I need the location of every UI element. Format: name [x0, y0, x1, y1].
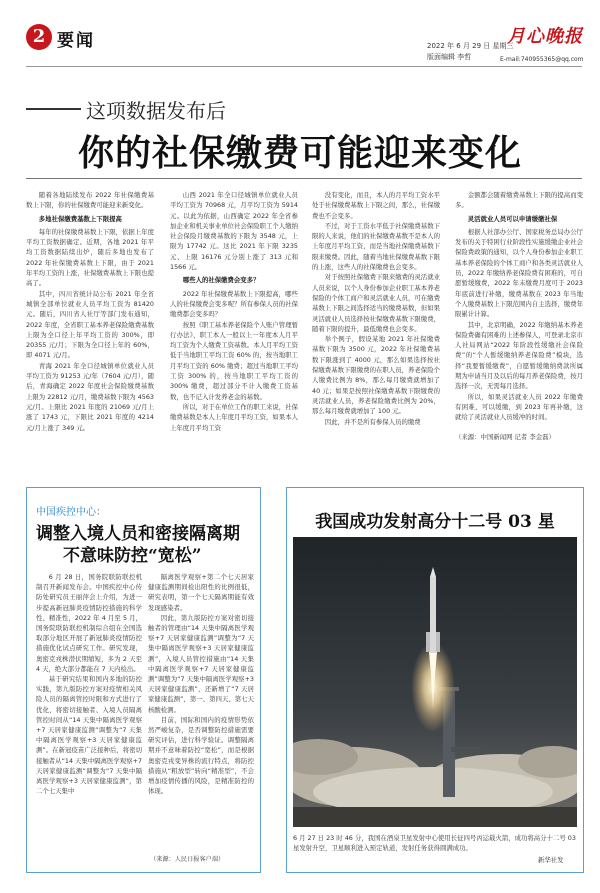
paragraph: 基于研究结果和国内多地的防控实践，第九版防控方案对疫情相关风险人员的隔离管控时限和方式进行了优化，将密切接触者、入境人员隔离管控时间从“14 天集中隔离医学观察+7 天居家健康监测”调整为“7 天集中隔离医学观察+3 天居家健康监测”。在新冠疫苗广泛接种后，将密切接触者从“14 天集中隔离医学观察+7 天居家健康监测”调整为“7 天集中隔离医学观察+3 天居家健康监测”，第二个七天集中 — [36, 675, 142, 796]
paragraph: 按照《职工基本养老保险个人账户管理暂行办法》，职工本人一般以上一年度本人月平均工资为个人缴费工资基数。本人月平均工资低于当地职工平均工资 60% 的，按当地职工月平均工资的 60% 缴费；超过当地职工平均工资 300% 的，按当地职工平均工资的 300% 缴费，超过部分不计入缴费工资基数，也不记入计发养老金的基数。 — [170, 320, 298, 401]
lead-headline: 你的社保缴费可能迎来变化 — [77, 132, 522, 174]
paragraph: 举个例子，假设某地 2021 年社保缴费基数下限为 3500 元，2022 年社保缴费基数下限涨到了 4000 元，那么如果选择按社保缴费基数下限缴费的在职人员，养老保险个人缴费比例为 8%，那么每月缴费就增加了 40 元；如果是按照社保缴费基数下限缴费的灵活就业人员，养老保险缴费比例为 20%，那么每月缴费就增加了 100 元。 — [312, 335, 440, 416]
photo-caption: 6 月 27 日 23 时 46 分，我国在酒泉卫星发射中心使用长征四号丙运载火箭，成功将高分十二号 03 星发射升空，卫星顺利进入预定轨道，发射任务获得圆满成功。 — [293, 834, 576, 852]
lead-column-1 — [26, 190, 154, 433]
subheading: 灵活就业人员可以申请缓缴社保 — [467, 214, 558, 223]
covid-column-1 — [36, 572, 142, 852]
covid-story-source: （来源：人民日报客户端） — [150, 856, 225, 863]
paragraph: 不过，对于工资水平低于社保缴费基数下限的人来说，他们的社保缴费基数不是本人的上年度月平均工资，而是当地社保缴费基数下限来缴费。因此，随着当地社保缴费基数下限的上涨，这些人的社保缴费也会变多。 — [312, 221, 440, 272]
paragraph: 因此，第九版防控方案对密切接触者的管理由“14 天集中隔离医学观察+7 天居家健康监测”调整为“7 天集中隔离医学观察+3 天居家健康监测”，入境人员管控措施由“14 天集中隔离医学观察+7 天居家健康监测”调整为“7 天集中隔离医学观察+3 天居家健康监测”，还新增了“7 天居家健康监测”，第一、第四天、第七天核酸检测。 — [148, 613, 254, 714]
covid-story-title-line1: 调整入境人员和密接隔离期 — [36, 524, 240, 544]
rocket-launch-illustration — [293, 537, 577, 827]
covid-column-2 — [148, 572, 254, 852]
paragraph: 其中，四川省统计局公布 2021 年全省城镇全部单位就业人员平均工资为 81420 元。随后，四川省人社厅等部门发布通知，2022 年度，全省职工基本养老保险缴费基数上限为全口径上年平均工资的 300%，即 20355 元/月；下限为全口径上年的 60%，即 4071 元/月。 — [26, 289, 154, 360]
subheading: 多地社保缴费基数上下限提高 — [38, 214, 122, 223]
paragraph: 隔离医学观察+第二个七天居家健康监测期间检出阳性的比例很低，研究表明，第一个七天隔离期能有效发现感染者。 — [148, 573, 254, 612]
covid-story-title-line2: 不意味防控“宽松” — [63, 546, 202, 566]
section-name: 要闻 — [57, 31, 95, 51]
paragraph: 金额都会随着缴费基数上下限的提高而变多。 — [455, 191, 583, 210]
lead-column-3 — [312, 190, 440, 427]
page-number-badge: 2 — [26, 24, 52, 50]
launch-story-title: 我国成功发射高分十二号 03 星 — [315, 512, 555, 532]
editor-line: 版面编辑 李哲 — [427, 53, 472, 61]
lead-column-2 — [170, 190, 298, 433]
paragraph: 目前，国际和国内的疫情形势依然严峻复杂，是否调整防控措施需要研究评估，进行科学验证。调整隔离期并不意味着防控“宽松”，而是根据奥密克戎变异株的流行特点，将防控措施从“粗放型”转向“精准型”，不会增加疫情传播的风险，是精准防控的体现。 — [148, 715, 254, 796]
lead-source: （来源：中国新闻网 记者 李金磊） — [455, 433, 555, 441]
paragraph: 山西 2021 年全口径城镇单位就业人员平均工资为 70968 元，月平均工资为 5914 元。以此为依据，山西确定 2022 年全省参加企业和机关事业单位社会保险职工个人缴纳社会保险月缴费基数的下限为 3548 元，上限为 17742 元。这比 2021 年下限 3235 元、上限 16176 元分别上涨了 313 元和 1566 元。 — [170, 191, 298, 272]
covid-story-tag: 中国疾控中心： — [36, 507, 106, 518]
paragraph: 所以，对于在单位工作的职工来说，社保缴费基数是本人上年度月平均工资，如果本人上年度月平均工资 — [170, 402, 298, 432]
paragraph: 每年的社保缴费基数上下限，依据上年度平均工资数据确定。近期，各地 2021 年平均工资数据陆续出炉，随后多地也发布了 2022 年社保缴费基数上下限，由于 2021 年平均工资的上涨，社保缴费基数上下限也提高了。 — [26, 227, 154, 288]
paragraph: 根据人社部办公厅、国家税务总局办公厅发布的关于特困行业阶段性实施缓缴企业社会保险费政策的通知，以个人身份参加企业职工基本养老保险的个体工商户和各类灵活就业人员，2022 年缴纳养老保险费有困难的，可自愿暂缓缴费，2022 年未缴费月度可于 2023 年底前进行补缴，缴费基数在 2023 年当地个人缴费基数上下限范围内自主选择，缴费年限累计计算。 — [455, 227, 583, 319]
paragraph: 没有变化，而且，本人的月平均工资水平处于社保缴费基数上下限之间，那么，社保缴费也不会变多。 — [312, 191, 440, 220]
issue-date: 2022 年 6 月 29 日 星期三 — [427, 42, 514, 50]
header-divider — [26, 66, 582, 67]
lead-kicker: 这项数据发布后 — [86, 99, 226, 123]
paragraph: 2022 年社保缴费基数上下限提高，哪些人的社保缴费会变多呢？所有参保人员的社保缴费都会变多吗？ — [170, 289, 298, 319]
paragraph: 6 月 28 日，国务院联防联控机制召开新闻发布会。中国疾控中心传防处研究员王丽萍会上介绍，为进一步提高新冠肺炎疫情防控措施的科学性、精准性，2022 年 4 月至 5 月，国务院联防联控机制综合组在全国选取部分地区开展了新冠肺炎疫情防控措施优化试点研究工作。研究发现，奥密克戎株潜伏期缩短，多为 2 天至 4 天，绝大部分都能在 7 天内检出。 — [36, 573, 142, 673]
contact-email: E-mail:740955365@qq.com — [500, 56, 584, 63]
paragraph: 其中，北京明确，2022 年缴纳基本养老保险费确有困难的上述参保人，可登录北京市人社局网站“2022 年阶段性缓缴社会保险费”的“个人暂缓缴纳养老保险费”模块，选择“我要暂缓缴费”，自愿暂缓缴纳费款所属期为申请当月及以后的每月养老保险费，按月选择一次，无需每月选择。 — [455, 320, 583, 391]
newspaper-logo: 月心晚报 — [507, 26, 583, 47]
subheading: 哪些人的社保缴费会变多？ — [182, 276, 260, 285]
kicker-bar — [26, 108, 81, 110]
paragraph: 所以，如果灵活就业人员 2022 年缴费有困难，可以缓缴，到 2023 年再补缴，这就给了灵活就业人员缓冲的时间。 — [455, 392, 583, 422]
paragraph: 随着各地陆续发布 2022 年社保缴费基数上下限，你的社保缴费可能迎来新变化。 — [26, 191, 154, 210]
headline-divider — [26, 178, 582, 179]
rocket-launch-photo — [293, 537, 577, 827]
paragraph: 对于按照社保缴费下限来缴费的灵活就业人员来说，以个人身份参加企业职工基本养老保险的个体工商户和灵活就业人员，可在缴费基数上下限之间选择适当的缴费基数，但如果灵活就业人员选择按社保缴费基数下限缴费，随着下限的提升，最低缴费也会变多。 — [312, 273, 440, 333]
photo-credit: 新华社发 — [538, 856, 564, 864]
paragraph: 因此，并不是所有参保人员的缴费 — [324, 417, 421, 426]
paragraph: 青海 2021 年全口径城镇单位就业人员平均工资为 91253 元/年（7604 元/月），随后，青海确定 2022 年度社会保险缴费基数上限为 22812 元/月，缴费基数下限为 4563 元/月。上限比 2021 年度的 21069 元/月上涨了 1743 元，下限比 2021 年度的 4214 元/月上涨了 349 元。 — [26, 361, 154, 432]
lead-column-4 — [455, 190, 583, 423]
